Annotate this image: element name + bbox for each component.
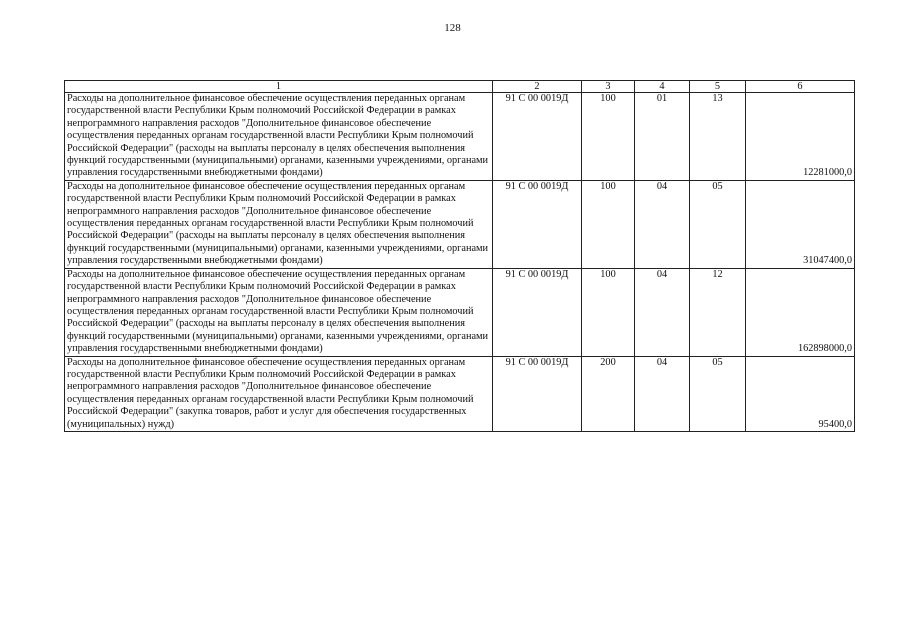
- section-code: 04: [635, 180, 690, 268]
- subsection-code: 12: [690, 268, 746, 356]
- amount: 95400,0: [746, 356, 855, 431]
- header-row: [65, 81, 855, 93]
- expense-description: Расходы на дополнительное финансовое обеспечение осуществления переданных органам государственной власти Республики Крым полномочий Российской Федерации в рамках непрограммного направления расходов "Дополнительное финансовое обеспечение осуществления переданных органам государственной власти Республики Крым полномочий Российской Федерации" (закупка товаров, работ и услуг для обеспечения государственных (муниципальных) нужд): [65, 356, 493, 431]
- expense-type-code: 100: [582, 180, 635, 268]
- expense-description: Расходы на дополнительное финансовое обеспечение осуществления переданных органам государственной власти Республики Крым полномочий Российской Федерации в рамках непрограммного направления расходов "Дополнительное финансовое обеспечение осуществления переданных органам государственной власти Республики Крым полномочий Российской Федерации" (расходы на выплаты персоналу в целях обеспечения выполнения функций государственными (муниципальными) органами, казенными учреждениями, органами управления государственными внебюджетными фондами): [65, 180, 493, 268]
- expense-type-code: 100: [582, 93, 635, 181]
- amount: 12281000,0: [746, 93, 855, 181]
- table-row: [65, 93, 855, 181]
- header-col-2: 2: [493, 81, 582, 93]
- target-code: 91 С 00 0019Д: [493, 356, 582, 431]
- header-col-3: 3: [582, 81, 635, 93]
- section-code: 01: [635, 93, 690, 181]
- expense-type-code: 200: [582, 356, 635, 431]
- header-col-6: 6: [746, 81, 855, 93]
- amount: 162898000,0: [746, 268, 855, 356]
- header-col-5: 5: [690, 81, 746, 93]
- budget-table: [64, 80, 855, 432]
- header-col-4: 4: [635, 81, 690, 93]
- section-code: 04: [635, 268, 690, 356]
- table-row: [65, 356, 855, 431]
- amount: 31047400,0: [746, 180, 855, 268]
- table-row: [65, 268, 855, 356]
- expense-description: Расходы на дополнительное финансовое обеспечение осуществления переданных органам государственной власти Республики Крым полномочий Российской Федерации в рамках непрограммного направления расходов "Дополнительное финансовое обеспечение осуществления переданных органам государственной власти Республики Крым полномочий Российской Федерации" (расходы на выплаты персоналу в целях обеспечения выполнения функций государственными (муниципальными) органами, казенными учреждениями, органами управления государственными внебюджетными фондами): [65, 93, 493, 181]
- target-code: 91 С 00 0019Д: [493, 93, 582, 181]
- table-row: [65, 180, 855, 268]
- subsection-code: 13: [690, 93, 746, 181]
- page-number: 128: [444, 22, 461, 34]
- subsection-code: 05: [690, 180, 746, 268]
- expense-type-code: 100: [582, 268, 635, 356]
- section-code: 04: [635, 356, 690, 431]
- header-col-1: 1: [65, 81, 493, 93]
- expense-description: Расходы на дополнительное финансовое обеспечение осуществления переданных органам государственной власти Республики Крым полномочий Российской Федерации в рамках непрограммного направления расходов "Дополнительное финансовое обеспечение осуществления переданных органам государственной власти Республики Крым полномочий Российской Федерации" (расходы на выплаты персоналу в целях обеспечения выполнения функций государственными (муниципальными) органами, казенными учреждениями, органами управления государственными внебюджетными фондами): [65, 268, 493, 356]
- target-code: 91 С 00 0019Д: [493, 268, 582, 356]
- target-code: 91 С 00 0019Д: [493, 180, 582, 268]
- subsection-code: 05: [690, 356, 746, 431]
